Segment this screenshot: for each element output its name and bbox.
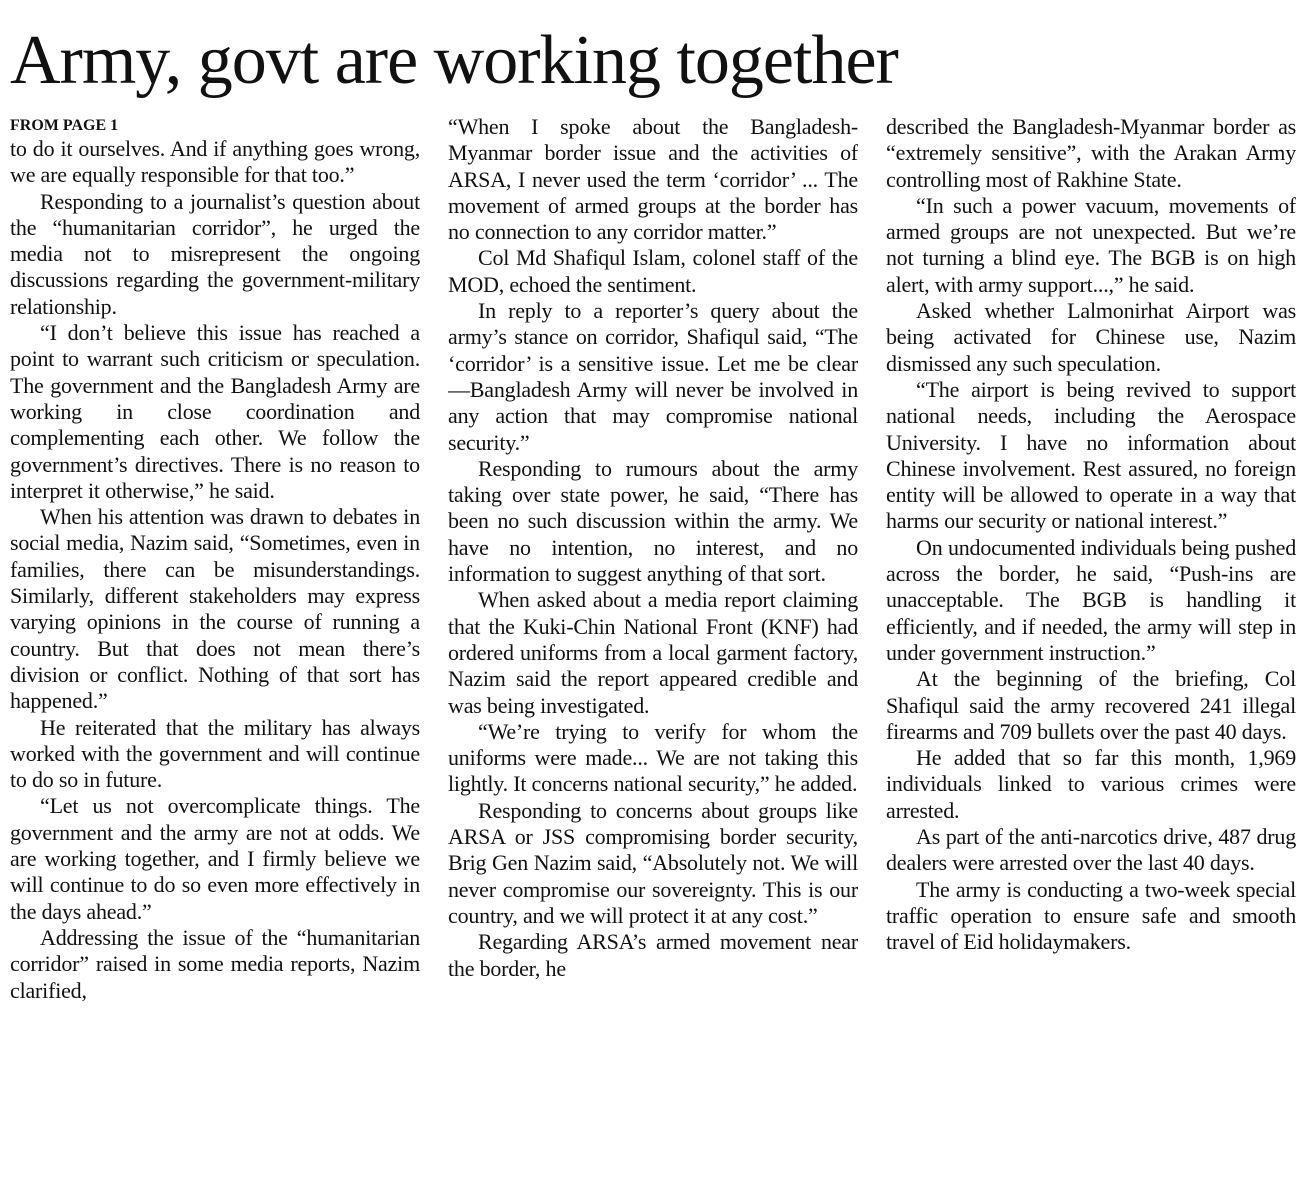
paragraph: Responding to rumours about the army taking over state power, he said, “There has been no such discussion within the army. We have no intention, no interest, and no information to suggest anything of that sort. (448, 455, 858, 587)
headline: Army, govt are working together (10, 22, 898, 99)
paragraph: When his attention was drawn to debates in social media, Nazim said, “Sometimes, even in families, there can be misunderstandings. Similarly, different stakeholders may express varying opinions in the course of running a country. But that does not mean there’s division or conflict. Nothing of that sort has happened.” (10, 504, 420, 714)
paragraph: Responding to concerns about groups like ARSA or JSS compromising border security, Brig Gen Nazim said, “Absolutely not. We will never compromise our sovereignty. This is our country, and we will protect it at any cost.” (448, 797, 858, 928)
paragraph: In reply to a reporter’s query about the army’s stance on corridor, Shafiqul said, “The ‘corridor’ is a sensitive issue. Let me be clear—Bangladesh Army will never be involved in any action that may compromise national security.” (448, 298, 858, 455)
paragraph: “When I spoke about the Bangladesh-Myanmar border issue and the activities of ARSA, I never used the term ‘corridor’ ... The movement of armed groups at the border has no connection to any corridor matter.” (448, 114, 858, 245)
paragraph: Responding to a journalist’s question about the “humanitarian corridor”, he urged the media not to misrepresent the ongoing discussions regarding the government-military relationship. (10, 188, 420, 319)
paragraph: On undocumented individuals being pushed across the border, he said, “Push-ins are unacceptable. The BGB is handling it efficiently, and if needed, the army will step in under government instruction.” (886, 534, 1296, 665)
article-column-3 (886, 114, 1296, 1174)
paragraph: When asked about a media report claiming that the Kuki-Chin National Front (KNF) had ordered uniforms from a local garment factory, Nazim said the report appeared credible and was being investigated. (448, 587, 858, 718)
paragraph: Asked whether Lalmonirhat Airport was being activated for Chinese use, Nazim dismissed any such speculation. (886, 298, 1296, 376)
paragraph: The army is conducting a two-week special traffic operation to ensure safe and smooth travel of Eid holidaymakers. (886, 876, 1296, 955)
paragraph: described the Bangladesh-Myanmar border as “extremely sensitive”, with the Arakan Army controlling most of Rakhine State. (886, 114, 1296, 192)
paragraph: At the beginning of the briefing, Col Shafiqul said the army recovered 241 illegal firearms and 709 bullets over the past 40 days. (886, 666, 1296, 744)
paragraph: “I don’t believe this issue has reached a point to warrant such criticism or speculation. The government and the Bangladesh Army are working in close coordination and complementing each other. We follow the government’s directives. There is no reason to interpret it otherwise,” he said. (10, 320, 420, 503)
paragraph: Col Md Shafiqul Islam, colonel staff of the MOD, echoed the sentiment. (448, 245, 858, 297)
article-column-2 (448, 114, 858, 1174)
article-column-1 (10, 114, 420, 1174)
paragraph: He added that so far this month, 1,969 individuals linked to various crimes were arrested. (886, 745, 1296, 823)
paragraph: Regarding ARSA’s armed movement near the border, he (448, 929, 858, 981)
paragraph: “The airport is being revived to support national needs, including the Aerospace University. I have no information about Chinese involvement. Rest assured, no foreign entity will be allowed to operate in a way that harms our security or national interest.” (886, 376, 1296, 534)
paragraph: “In such a power vacuum, movements of armed groups are not unexpected. But we’re not turning a blind eye. The BGB is on high alert, with army support...,” he said. (886, 192, 1296, 297)
paragraph: Addressing the issue of the “humanitarian corridor” raised in some media reports, Nazim clarified, (10, 924, 420, 1003)
paragraph: to do it ourselves. And if anything goes wrong, we are equally responsible for that too.” (10, 136, 420, 188)
paragraph: “We’re trying to verify for whom the uniforms were made... We are not taking this lightly. It concerns national security,” he added. (448, 718, 858, 797)
paragraph: “Let us not overcomplicate things. The government and the army are not at odds. We are working together, and I firmly believe we will continue to do so even more effectively in the days ahead.” (10, 793, 420, 924)
dateline: FROM PAGE 1 (10, 117, 119, 134)
paragraph: He reiterated that the military has always worked with the government and will continue to do so in future. (10, 714, 420, 793)
paragraph: As part of the anti-narcotics drive, 487 drug dealers were arrested over the last 40 days. (886, 824, 1296, 876)
